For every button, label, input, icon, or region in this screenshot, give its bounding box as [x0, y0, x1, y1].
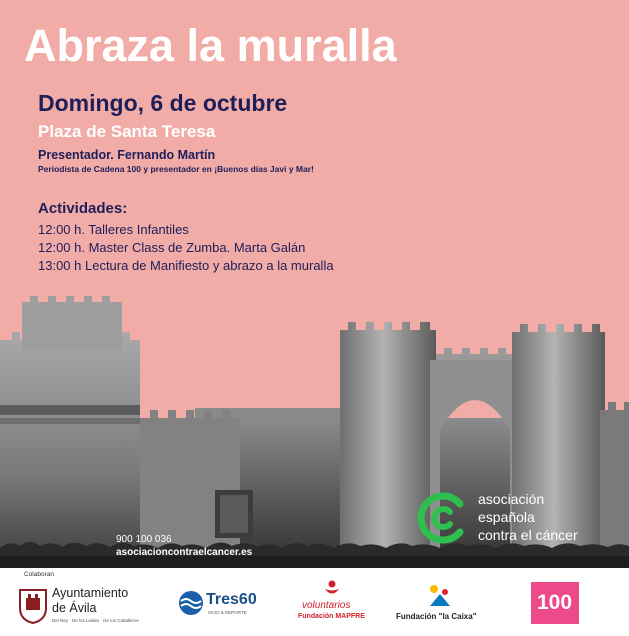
ayuntamiento-logo	[14, 580, 144, 630]
cadena100-name: 100	[537, 591, 573, 614]
contact-website: asociacioncontraelcancer.es	[116, 547, 253, 558]
event-place: Plaza de Santa Teresa	[38, 122, 216, 141]
tres60-tagline: OCIO & DEPORTE	[208, 610, 247, 615]
sponsors-bar	[0, 568, 629, 636]
organizer-name-line2: española	[478, 509, 535, 525]
event-title: Abraza la muralla	[24, 20, 397, 71]
organizer-name-line3: contra el cáncer	[478, 527, 578, 543]
voluntarios-line1: voluntarios	[302, 600, 351, 611]
organizer-name-line1: asociación	[478, 491, 545, 507]
lacaixa-logo	[396, 580, 486, 628]
cadena100-logo	[531, 582, 579, 624]
voluntarios-mapfre-logo	[296, 580, 376, 628]
event-date: Domingo, 6 de octubre	[38, 90, 288, 116]
activity-item: 12:00 h. Master Class de Zumba. Marta Galán	[38, 240, 306, 255]
ayuntamiento-tagline: Del Rey · De los Leales · De los Caballeros	[52, 618, 139, 623]
event-presenter: Presentador. Fernando Martín	[38, 148, 216, 162]
activity-item: 12:00 h. Talleres Infantiles	[38, 222, 189, 237]
voluntarios-line2: Fundación MAPFRE	[298, 613, 365, 620]
contact-phone: 900 100 036	[116, 534, 172, 545]
aecc-logo-icon	[414, 490, 470, 546]
presenter-description: Periodista de Cadena 100 y presentador en ¡Buenos días Javi y Mar!	[38, 164, 314, 174]
coat-of-arms-icon	[18, 588, 48, 624]
sponsors-label: Colaboran	[24, 571, 54, 578]
ayuntamiento-line1: Ayuntamiento	[52, 586, 129, 600]
activity-item: 13:00 h Lectura de Manifiesto y abrazo a la muralla	[38, 258, 334, 273]
tres60-wave-icon	[178, 590, 204, 616]
heart-figure-icon	[322, 580, 342, 598]
ayuntamiento-line2: de Ávila	[52, 601, 97, 615]
activities-title: Actividades:	[38, 200, 128, 217]
lacaixa-name: Fundación "la Caixa"	[396, 612, 477, 621]
tres60-name: Tres60	[206, 591, 257, 608]
organizer-logo	[414, 490, 614, 550]
tres60-logo	[178, 588, 268, 622]
star-icon	[426, 582, 456, 608]
